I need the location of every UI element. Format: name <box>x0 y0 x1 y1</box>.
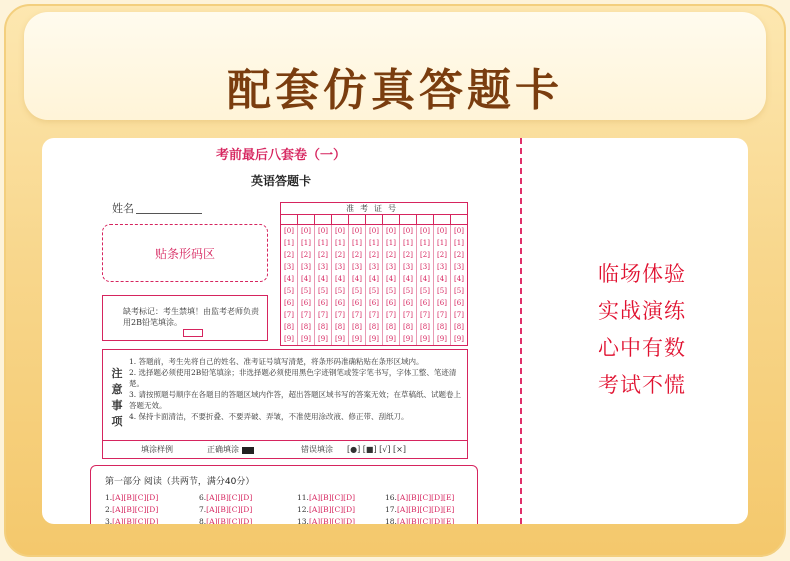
ticket-digit: [0] <box>386 227 396 235</box>
ticket-digit: [9] <box>335 335 345 343</box>
notice-item: 2. 选择题必须使用2B铅笔填涂；非选择题必须使用黑色字迹钢笔或签字笔书写，字体工整、笔迹清楚。 <box>129 368 457 388</box>
ticket-column <box>417 225 434 345</box>
section-title: 第一部分 阅读（共两节，满分40分） <box>105 477 255 487</box>
ticket-digit: [6] <box>369 299 379 307</box>
correct-fill-mark <box>242 447 254 454</box>
answer-question <box>105 493 158 502</box>
ticket-digit: [0] <box>454 227 464 235</box>
ticket-digit: [5] <box>318 287 328 295</box>
answer-options: [A][B][C][D][E] <box>396 493 455 502</box>
ticket-digit: [4] <box>369 275 379 283</box>
question-number: 12. <box>297 505 309 514</box>
ticket-digit: [4] <box>318 275 328 283</box>
question-number: 18. <box>385 517 397 524</box>
ticket-digit: [3] <box>335 263 345 271</box>
ticket-digit: [4] <box>420 275 430 283</box>
ticket-digit: [7] <box>420 311 430 319</box>
ticket-digit: [9] <box>437 335 447 343</box>
ticket-digit: [8] <box>386 323 396 331</box>
exam-title: 考前最后八套卷（一） <box>215 148 346 163</box>
absent-mark-box <box>102 295 268 341</box>
ticket-digit: [8] <box>335 323 345 331</box>
ticket-digit: [0] <box>369 227 379 235</box>
ticket-digit: [1] <box>352 239 362 247</box>
notice-label: 注意事项 <box>111 367 123 428</box>
ticket-digit: [5] <box>386 287 396 295</box>
question-number: 6. <box>199 493 207 502</box>
ticket-digit: [6] <box>301 299 311 307</box>
ticket-digit: [2] <box>403 251 413 259</box>
correct-label: 正确填涂 <box>207 445 239 454</box>
ticket-digit: [7] <box>318 311 328 319</box>
ticket-digit: [7] <box>335 311 345 319</box>
ticket-digit: [7] <box>454 311 464 319</box>
ticket-digit: [1] <box>454 239 464 247</box>
sheet-title: 英语答题卡 <box>250 174 311 188</box>
answer-options: [A][B][C][D][E] <box>396 505 455 514</box>
ticket-digit: [6] <box>284 299 294 307</box>
ticket-digit: [2] <box>386 251 396 259</box>
answer-question <box>199 493 252 502</box>
ticket-column <box>434 225 451 345</box>
answer-options: [A][B][C][D] <box>308 517 356 524</box>
ticket-digit: [0] <box>284 227 294 235</box>
ticket-column <box>451 225 467 345</box>
answer-question <box>385 505 454 514</box>
ticket-digit: [9] <box>284 335 294 343</box>
ticket-column <box>298 225 315 345</box>
ticket-digit: [5] <box>369 287 379 295</box>
ticket-digit: [7] <box>284 311 294 319</box>
ticket-digit: [9] <box>301 335 311 343</box>
ticket-column <box>315 225 332 345</box>
ticket-digit: [2] <box>318 251 328 259</box>
ticket-digit: [4] <box>335 275 345 283</box>
ticket-digit: [4] <box>386 275 396 283</box>
notice-item: 4. 保持卡面清洁，不要折叠、不要弄破、弄皱，不准使用涂改液、修正带、刮纸刀。 <box>129 412 409 421</box>
notice-item: 1. 答题前，考生先将自己的姓名、准考证号填写清楚，将条形码准确粘贴在条形区域内。 <box>129 357 424 366</box>
answer-question <box>385 493 454 502</box>
ticket-digit: [8] <box>369 323 379 331</box>
ticket-digit: [2] <box>301 251 311 259</box>
ticket-digit: [6] <box>318 299 328 307</box>
ticket-digit: [0] <box>420 227 430 235</box>
answer-question <box>105 517 158 524</box>
ticket-column <box>366 225 383 345</box>
ticket-digit: [8] <box>284 323 294 331</box>
ticket-digit: [5] <box>352 287 362 295</box>
ticket-digit: [6] <box>437 299 447 307</box>
ticket-digit: [1] <box>318 239 328 247</box>
ticket-digit: [5] <box>454 287 464 295</box>
ticket-digit: [3] <box>403 263 413 271</box>
ticket-digit: [1] <box>386 239 396 247</box>
ticket-digit: [1] <box>335 239 345 247</box>
ticket-digit: [4] <box>301 275 311 283</box>
ticket-digit: [9] <box>369 335 379 343</box>
ticket-digit: [0] <box>301 227 311 235</box>
feature-item: 实战演练 <box>598 299 686 323</box>
fill-example-label: 填涂样例 <box>141 445 173 454</box>
ticket-column <box>400 225 417 345</box>
ticket-digit: [8] <box>301 323 311 331</box>
ticket-digit: [9] <box>352 335 362 343</box>
question-number: 11. <box>297 493 309 502</box>
ticket-digit: [3] <box>284 263 294 271</box>
wrong-fill-label: 错误填涂 <box>301 445 333 454</box>
ticket-digit: [2] <box>420 251 430 259</box>
ticket-digit: [3] <box>454 263 464 271</box>
ticket-digit: [3] <box>369 263 379 271</box>
question-number: 8. <box>199 517 207 524</box>
ticket-digit: [2] <box>437 251 447 259</box>
ticket-digit: [2] <box>454 251 464 259</box>
ticket-digit: [4] <box>454 275 464 283</box>
wrong-fill-marks: [●] [■] [√] [×] <box>347 445 406 454</box>
name-label: 姓名 <box>112 202 134 215</box>
ticket-digit-grid <box>281 225 467 345</box>
ticket-digit: [6] <box>352 299 362 307</box>
title-panel <box>24 12 766 120</box>
ticket-digit: [2] <box>352 251 362 259</box>
ticket-digit: [4] <box>284 275 294 283</box>
barcode-area: 贴条形码区 <box>102 224 268 282</box>
ticket-digit: [4] <box>437 275 447 283</box>
notice-item: 3. 请按照题号顺序在各题目的答题区域内作答，超出答题区域书写的答案无效；在草稿纸、试题卷上答题无效。 <box>129 390 462 410</box>
ticket-digit: [7] <box>352 311 362 319</box>
answer-options: [A][B][C][D] <box>206 505 253 514</box>
ticket-number-grid <box>280 202 468 346</box>
feature-item: 心中有数 <box>598 336 686 360</box>
ticket-digit: [8] <box>454 323 464 331</box>
answer-options: [A][B][C][D] <box>206 517 253 524</box>
ticket-digit: [6] <box>403 299 413 307</box>
answer-options: [A][B][C][D] <box>112 517 159 524</box>
ticket-digit: [7] <box>301 311 311 319</box>
answer-options: [A][B][C][D][E] <box>396 517 455 524</box>
question-number: 2. <box>105 505 113 514</box>
answer-options: [A][B][C][D] <box>206 493 253 502</box>
ticket-digit: [3] <box>420 263 430 271</box>
ticket-digit: [5] <box>420 287 430 295</box>
content-panel <box>42 138 748 524</box>
feature-list <box>572 256 712 404</box>
page-title: 配套仿真答题卡 <box>227 65 563 116</box>
ticket-digit: [0] <box>403 227 413 235</box>
name-line <box>136 204 202 214</box>
ticket-digit: [6] <box>335 299 345 307</box>
notice-items <box>129 356 467 422</box>
question-number: 7. <box>199 505 207 514</box>
ticket-digit: [6] <box>386 299 396 307</box>
ticket-digit: [7] <box>369 311 379 319</box>
ticket-header: 准考证号 <box>281 203 467 215</box>
feature-item: 考试不慌 <box>598 373 686 397</box>
feature-item: 临场体验 <box>598 262 686 286</box>
ticket-digit: [3] <box>301 263 311 271</box>
ticket-digit: [8] <box>420 323 430 331</box>
ticket-digit: [7] <box>403 311 413 319</box>
ticket-digit: [9] <box>318 335 328 343</box>
answer-question <box>297 505 355 514</box>
answer-options: [A][B][C][D] <box>308 493 356 502</box>
question-number: 17. <box>385 505 397 514</box>
ticket-digit: [5] <box>335 287 345 295</box>
ticket-digit: [8] <box>403 323 413 331</box>
ticket-column <box>332 225 349 345</box>
ticket-write-row <box>281 215 467 225</box>
ticket-digit: [8] <box>352 323 362 331</box>
fill-example-row <box>103 440 467 459</box>
question-number: 3. <box>105 517 113 524</box>
notice-box <box>102 349 468 459</box>
answer-options: [A][B][C][D] <box>112 493 159 502</box>
answer-question <box>297 517 355 524</box>
ticket-digit: [6] <box>454 299 464 307</box>
ticket-digit: [9] <box>403 335 413 343</box>
absent-mark-square <box>183 329 203 337</box>
answer-question <box>297 493 355 502</box>
answer-question <box>199 517 252 524</box>
ticket-digit: [1] <box>437 239 447 247</box>
ticket-digit: [9] <box>386 335 396 343</box>
ticket-digit: [2] <box>369 251 379 259</box>
question-number: 13. <box>297 517 309 524</box>
ticket-digit: [2] <box>335 251 345 259</box>
ticket-digit: [5] <box>437 287 447 295</box>
ticket-digit: [1] <box>403 239 413 247</box>
answer-question <box>199 505 252 514</box>
ticket-column <box>281 225 298 345</box>
question-number: 1. <box>105 493 113 502</box>
answer-section <box>90 465 478 524</box>
ticket-digit: [1] <box>420 239 430 247</box>
ticket-digit: [4] <box>352 275 362 283</box>
answer-question <box>385 517 454 524</box>
ticket-digit: [8] <box>437 323 447 331</box>
ticket-digit: [9] <box>420 335 430 343</box>
ticket-digit: [0] <box>335 227 345 235</box>
ticket-digit: [0] <box>437 227 447 235</box>
ticket-digit: [3] <box>437 263 447 271</box>
ticket-column <box>349 225 366 345</box>
ticket-digit: [4] <box>403 275 413 283</box>
correct-fill <box>207 441 254 459</box>
ticket-digit: [8] <box>318 323 328 331</box>
answer-question <box>105 505 158 514</box>
ticket-digit: [0] <box>318 227 328 235</box>
ticket-digit: [5] <box>301 287 311 295</box>
question-number: 16. <box>385 493 397 502</box>
name-field <box>112 200 202 216</box>
answer-options: [A][B][C][D] <box>112 505 159 514</box>
ticket-digit: [2] <box>284 251 294 259</box>
ticket-digit: [7] <box>437 311 447 319</box>
ticket-digit: [3] <box>386 263 396 271</box>
ticket-column <box>383 225 400 345</box>
ticket-digit: [5] <box>403 287 413 295</box>
ticket-digit: [3] <box>352 263 362 271</box>
answer-sheet-preview <box>42 138 520 524</box>
ticket-digit: [9] <box>454 335 464 343</box>
ticket-digit: [1] <box>369 239 379 247</box>
answer-options: [A][B][C][D] <box>308 505 356 514</box>
ticket-digit: [0] <box>352 227 362 235</box>
ticket-digit: [3] <box>318 263 328 271</box>
dashed-divider <box>520 138 522 524</box>
ticket-digit: [6] <box>420 299 430 307</box>
absent-text: 缺考标记：考生禁填！由监考老师负责用2B铅笔填涂。 <box>123 307 259 327</box>
ticket-digit: [1] <box>301 239 311 247</box>
ticket-digit: [1] <box>284 239 294 247</box>
ticket-digit: [7] <box>386 311 396 319</box>
ticket-digit: [5] <box>284 287 294 295</box>
